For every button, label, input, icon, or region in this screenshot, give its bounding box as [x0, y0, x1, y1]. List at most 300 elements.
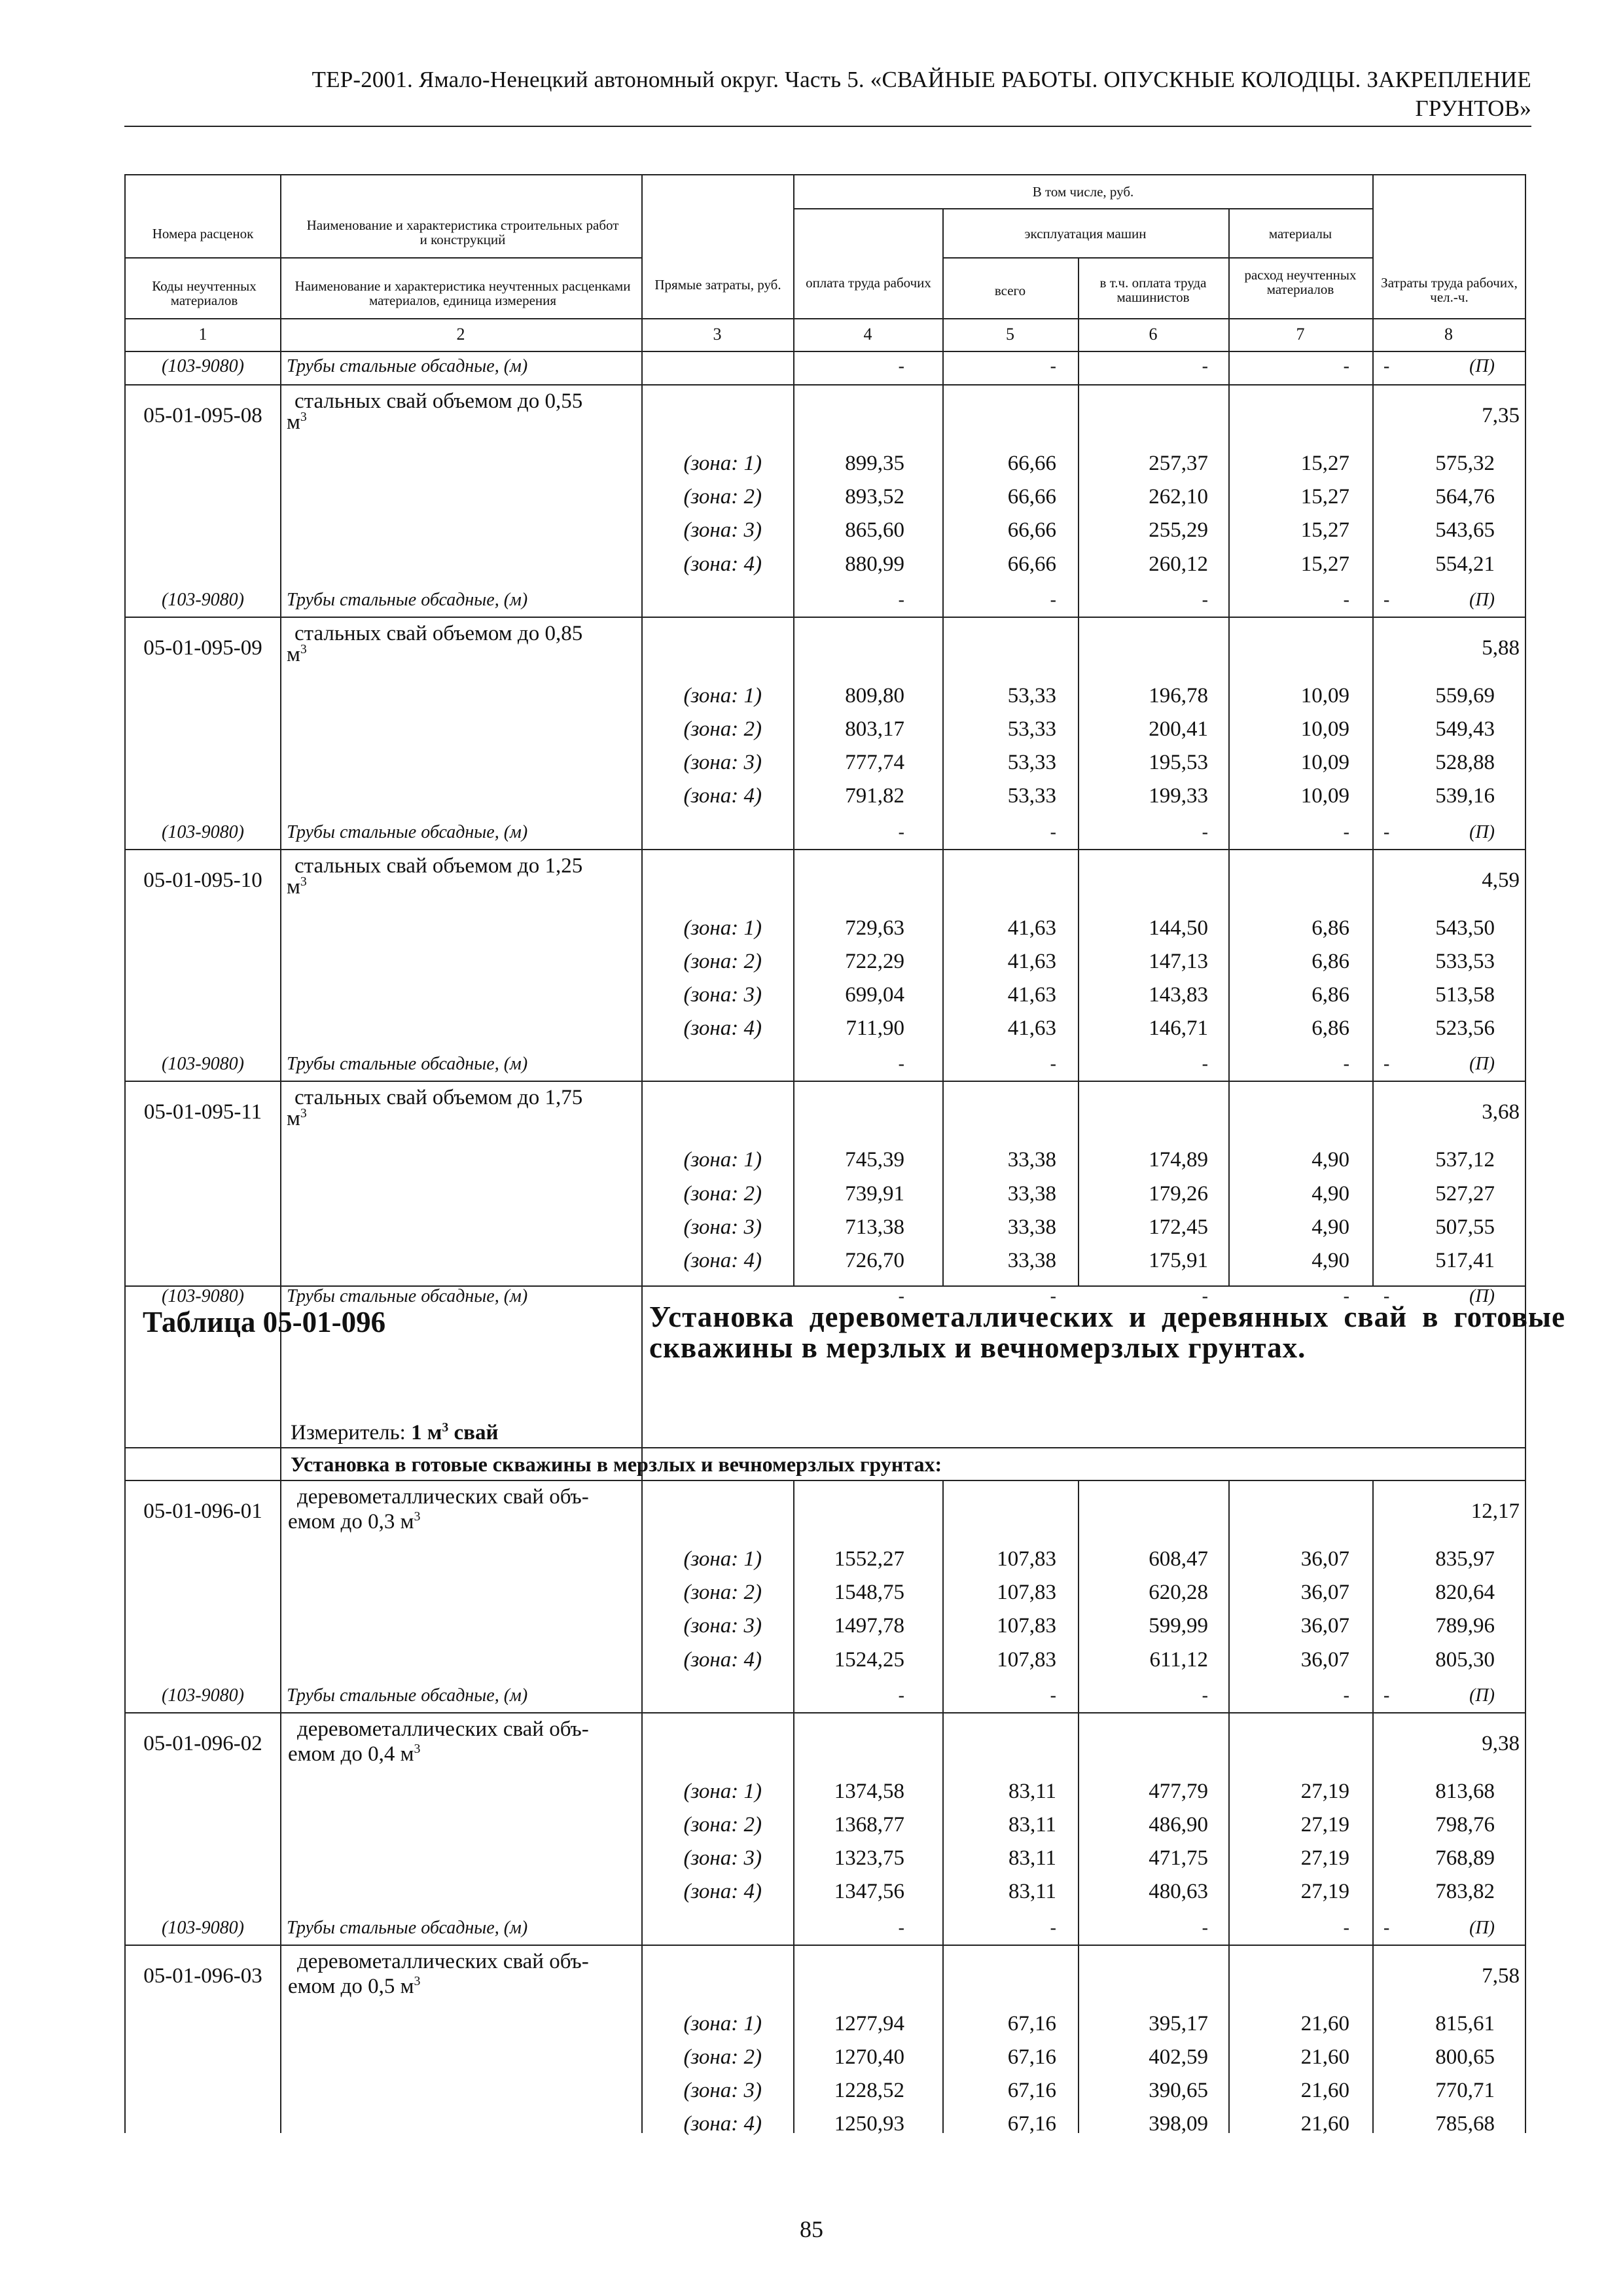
cost-value: 27,19 [1300, 1779, 1349, 1803]
cost-value: 770,71 [1435, 2079, 1495, 2102]
zone-row [126, 784, 1525, 817]
pipe-dash: - [1202, 1054, 1208, 1075]
cost-value: 699,04 [845, 983, 904, 1007]
cost-value: 83,11 [1008, 1880, 1056, 1904]
pipe-dash: - [898, 1685, 904, 1706]
running-header [124, 65, 1531, 123]
row-divider [126, 384, 1525, 386]
cost-value: 53,33 [1007, 784, 1056, 808]
zone-label: (зона: 3) [683, 2079, 762, 2102]
cost-value: 21,60 [1300, 2011, 1349, 2036]
cost-value: 174,89 [1149, 1148, 1208, 1172]
labor-cost: 9,38 [1482, 1731, 1520, 1755]
cost-value: 196,78 [1149, 683, 1208, 708]
pipe-dash: - [1050, 589, 1056, 610]
zone-label: (зона: 4) [683, 784, 762, 808]
col-number-4: 4 [863, 325, 872, 344]
pipe-dash: - [898, 356, 904, 376]
zone-row [126, 916, 1525, 950]
rate-unit: $м^3$ [287, 641, 307, 666]
cost-value: 83,11 [1008, 1846, 1056, 1871]
block-header [126, 1485, 1525, 1547]
row-divider [126, 1712, 1525, 1713]
pipe-labor-dash: - [1383, 1685, 1390, 1706]
zone-row [126, 1016, 1525, 1050]
rate-title-line1: деревометаллических свай объ- [297, 1717, 589, 1741]
rate-title-line2: емом до 0,5 $м^3$ [288, 1973, 421, 1998]
cost-value: 66,66 [1007, 452, 1056, 475]
pipe-dash: - [1050, 1054, 1056, 1075]
pipe-row [126, 355, 1525, 388]
block-header [126, 854, 1525, 916]
zone-label: (зона: 1) [683, 916, 762, 940]
cost-value: 27,19 [1300, 1846, 1349, 1871]
zone-label: (зона: 2) [683, 1181, 762, 1206]
cost-value: 147,13 [1149, 949, 1208, 973]
pipe-dash: - [898, 821, 904, 842]
column-line [1372, 1480, 1374, 2133]
page-number: 85 [800, 2216, 823, 2242]
cost-value: 713,38 [845, 1215, 904, 1239]
rate-code: 05-01-095-09 [143, 636, 262, 660]
pipe-dash: - [1202, 589, 1208, 610]
pipe-code: (103-9080) [162, 821, 244, 842]
cost-value: 10,09 [1300, 717, 1349, 741]
pipe-dash: - [1343, 1286, 1349, 1307]
cost-value: 820,64 [1435, 1581, 1495, 1605]
cost-value: 1548,75 [834, 1581, 904, 1605]
zone-row [126, 2112, 1525, 2145]
pipe-unit-mark: (П) [1469, 589, 1495, 610]
pipe-dash: - [898, 1286, 904, 1307]
zone-row [126, 1249, 1525, 1282]
cost-value: 722,29 [845, 949, 904, 973]
cost-value: 1524,25 [834, 1647, 904, 1672]
cost-value: 107,83 [997, 1614, 1056, 1638]
zone-label: (зона: 4) [683, 2112, 762, 2136]
cost-value: 543,65 [1435, 518, 1495, 543]
pipe-unit-mark: (П) [1469, 1054, 1495, 1075]
pipe-dash: - [1050, 356, 1056, 376]
pipe-name: Трубы стальные обсадные, (м) [287, 356, 528, 376]
col-number-3: 3 [713, 325, 722, 344]
zone-row [126, 518, 1525, 552]
zone-row [126, 2012, 1525, 2045]
cost-value: 608,47 [1149, 1547, 1208, 1571]
column-line [942, 1480, 944, 2133]
zone-label: (зона: 4) [683, 552, 762, 576]
pipe-code: (103-9080) [162, 589, 244, 610]
cost-value: 543,50 [1435, 916, 1495, 940]
zone-label: (зона: 4) [683, 1647, 762, 1672]
zone-row [126, 485, 1525, 518]
col-number-8: 8 [1444, 325, 1453, 344]
cost-value: 172,45 [1149, 1215, 1208, 1239]
zone-label: (зона: 1) [683, 1148, 762, 1172]
cost-value: 798,76 [1435, 1813, 1495, 1837]
cost-value: 41,63 [1007, 1016, 1056, 1041]
cost-value: 800,65 [1435, 2045, 1495, 2069]
cost-value: 517,41 [1435, 1249, 1495, 1272]
zone-row [126, 1614, 1525, 1647]
cost-value: 805,30 [1435, 1647, 1495, 1672]
col-number-2: 2 [456, 325, 465, 344]
cost-value: 53,33 [1007, 683, 1056, 708]
unit-label: Измеритель: [291, 1421, 406, 1444]
cost-value: 1552,27 [834, 1547, 904, 1571]
cost-value: 67,16 [1007, 2079, 1056, 2102]
cost-value: 257,37 [1149, 452, 1208, 475]
zone-label: (зона: 2) [683, 949, 762, 973]
cost-value: 107,83 [997, 1647, 1056, 1672]
pipe-dash: - [898, 1917, 904, 1938]
cost-value: 262,10 [1149, 485, 1208, 509]
cost-value: 745,39 [845, 1148, 904, 1172]
cost-value: 865,60 [845, 518, 904, 543]
zone-label: (зона: 3) [683, 983, 762, 1007]
zone-row [126, 751, 1525, 784]
materials-header: материалы [1268, 226, 1332, 242]
pipe-dash: - [1343, 356, 1349, 376]
cost-value: 783,82 [1435, 1880, 1495, 1904]
cost-value: 15,27 [1300, 552, 1349, 576]
zone-label: (зона: 1) [683, 2011, 762, 2036]
cost-value: 507,55 [1435, 1215, 1495, 1239]
cost-value: 143,83 [1149, 983, 1208, 1007]
pipe-dash: - [1202, 821, 1208, 842]
labor-cost: 7,35 [1482, 404, 1520, 427]
cost-value: 549,43 [1435, 717, 1495, 741]
cost-value: 1250,93 [834, 2112, 904, 2136]
col8-header: Затраты труда рабочих, чел.-ч. [1381, 275, 1518, 305]
cost-value: 893,52 [845, 485, 904, 509]
cost-value: 10,09 [1300, 784, 1349, 808]
cost-value: 36,07 [1300, 1581, 1349, 1605]
pipe-dash: - [1050, 1685, 1056, 1706]
zone-label: (зона: 2) [683, 2045, 762, 2069]
header-rule [124, 126, 1531, 127]
cost-value: 33,38 [1007, 1181, 1056, 1206]
pipe-unit-mark: (П) [1469, 1685, 1495, 1706]
cost-value: 41,63 [1007, 949, 1056, 973]
cost-value: 789,96 [1435, 1614, 1495, 1638]
cost-value: 36,07 [1300, 1547, 1349, 1571]
rate-title-line2: емом до 0,4 $м^3$ [288, 1741, 421, 1766]
rate-title: стальных свай объемом до 0,85 [294, 621, 583, 645]
cost-value: 36,07 [1300, 1647, 1349, 1672]
pipe-labor-dash: - [1383, 1286, 1390, 1307]
cost-value: 179,26 [1149, 1181, 1208, 1206]
zone-row [126, 1813, 1525, 1846]
col2-header-a: Наименование и характеристика строительных работ и конструкций [306, 217, 619, 247]
cost-value: 533,53 [1435, 949, 1495, 973]
cost-value: 21,60 [1300, 2045, 1349, 2069]
zone-row [126, 950, 1525, 983]
rate-title-line1: деревометаллических свай объ- [297, 1485, 589, 1509]
rate-code: 05-01-095-10 [143, 868, 262, 892]
zone-row [126, 1547, 1525, 1581]
col3-header: Прямые затраты, руб. [654, 277, 781, 293]
pipe-dash: - [1050, 1286, 1056, 1307]
zone-label: (зона: 3) [683, 751, 762, 775]
cost-value: 1497,78 [834, 1614, 904, 1638]
cost-value: 6,86 [1311, 983, 1349, 1007]
row-divider [126, 617, 1525, 618]
col4-header: оплата труда рабочих [806, 275, 931, 291]
cost-value: 729,63 [845, 916, 904, 940]
cost-value: 809,80 [845, 683, 904, 708]
pipe-row [126, 1285, 1525, 1318]
pipe-dash: - [1202, 1685, 1208, 1706]
cost-value: 21,60 [1300, 2079, 1349, 2102]
cost-value: 513,58 [1435, 983, 1495, 1007]
labor-cost: 5,88 [1482, 636, 1520, 660]
pipe-name: Трубы стальные обсадные, (м) [287, 1286, 528, 1307]
zone-row [126, 552, 1525, 586]
cost-value: 815,61 [1435, 2011, 1495, 2036]
table-label: Таблица 05-01-096 [143, 1306, 386, 1338]
cost-value: 899,35 [845, 452, 904, 475]
pipe-dash: - [1343, 1685, 1349, 1706]
cost-value: 36,07 [1300, 1614, 1349, 1638]
cost-value: 255,29 [1149, 518, 1208, 543]
section-heading: Установка в готовые скважины в мерзлых и вечномерзлых грунтах: [291, 1452, 942, 1476]
cost-value: 564,76 [1435, 485, 1495, 509]
pipe-code: (103-9080) [162, 1685, 244, 1706]
zone-row [126, 717, 1525, 751]
zone-label: (зона: 3) [683, 518, 762, 543]
cost-value: 620,28 [1149, 1581, 1208, 1605]
pipe-unit-mark: (П) [1469, 356, 1495, 376]
zone-row [126, 1648, 1525, 1681]
zone-row [126, 1182, 1525, 1215]
cost-value: 27,19 [1300, 1813, 1349, 1837]
col5-header: всего [994, 283, 1026, 298]
pipe-dash: - [1343, 589, 1349, 610]
zone-label: (зона: 3) [683, 1215, 762, 1239]
table-title: Установка деревометаллических и деревянных свай в готовые скважины в мерзлых и вечномерзлых грунтах. [649, 1300, 1565, 1364]
zone-row [126, 1780, 1525, 1813]
cost-value: 390,65 [1149, 2079, 1208, 2102]
cost-value: 471,75 [1149, 1846, 1208, 1871]
zone-label: (зона: 1) [683, 1547, 762, 1571]
cost-value: 785,68 [1435, 2112, 1495, 2136]
cost-value: 66,66 [1007, 518, 1056, 543]
cost-value: 199,33 [1149, 784, 1208, 808]
cost-value: 83,11 [1008, 1779, 1056, 1803]
cost-value: 200,41 [1149, 717, 1208, 741]
cost-value: 33,38 [1007, 1215, 1056, 1239]
row-divider [126, 1945, 1525, 1946]
rate-title: стальных свай объемом до 1,75 [294, 1086, 583, 1110]
pipe-name: Трубы стальные обсадные, (м) [287, 589, 528, 610]
pipe-name: Трубы стальные обсадные, (м) [287, 1917, 528, 1938]
cost-value: 27,19 [1300, 1880, 1349, 1904]
zone-label: (зона: 2) [683, 1581, 762, 1605]
cost-value: 6,86 [1311, 916, 1349, 940]
col-number-7: 7 [1296, 325, 1305, 344]
group-header: В том числе, руб. [1032, 184, 1134, 200]
cost-value: 537,12 [1435, 1148, 1495, 1172]
pipe-labor-dash: - [1383, 821, 1390, 842]
running-header-line2: ГРУНТОВ» [1415, 96, 1531, 121]
cost-value: 835,97 [1435, 1547, 1495, 1571]
cost-value: 599,99 [1149, 1614, 1208, 1638]
cost-value: 1277,94 [834, 2011, 904, 2036]
labor-cost: 12,17 [1471, 1499, 1520, 1523]
cost-value: 480,63 [1149, 1880, 1208, 1904]
cost-value: 67,16 [1007, 2112, 1056, 2136]
pipe-code: (103-9080) [162, 1917, 244, 1938]
price-table [124, 174, 1565, 2136]
rate-unit: $м^3$ [287, 410, 307, 434]
cost-value: 33,38 [1007, 1148, 1056, 1172]
pipe-name: Трубы стальные обсадные, (м) [287, 1685, 528, 1706]
zone-label: (зона: 4) [683, 1880, 762, 1904]
zone-row [126, 983, 1525, 1016]
labor-cost: 7,58 [1482, 1964, 1520, 1988]
col6-header: в т.ч. оплата труда машинистов [1099, 275, 1207, 305]
rate-code: 05-01-096-01 [143, 1499, 262, 1523]
zone-row [126, 2079, 1525, 2112]
rate-title: стальных свай объемом до 1,25 [294, 853, 583, 878]
cost-value: 67,16 [1007, 2045, 1056, 2069]
zone-label: (зона: 1) [683, 1779, 762, 1803]
zone-row [126, 452, 1525, 485]
block-header [126, 622, 1525, 684]
cost-value: 1228,52 [834, 2079, 904, 2102]
block-header [126, 1950, 1525, 2012]
cost-value: 83,11 [1008, 1813, 1056, 1837]
col-number-1: 1 [198, 325, 207, 344]
zone-label: (зона: 3) [683, 1614, 762, 1638]
cost-value: 486,90 [1149, 1813, 1208, 1837]
rate-unit: $м^3$ [287, 1106, 307, 1131]
cost-value: 527,27 [1435, 1181, 1495, 1206]
pipe-dash: - [898, 589, 904, 610]
zone-row [126, 1846, 1525, 1880]
cost-value: 144,50 [1149, 916, 1208, 940]
cost-value: 4,90 [1311, 1181, 1349, 1206]
cost-value: 4,90 [1311, 1215, 1349, 1239]
zone-row [126, 1581, 1525, 1614]
rate-unit: $м^3$ [287, 874, 307, 899]
cost-value: 66,66 [1007, 485, 1056, 509]
cost-value: 726,70 [845, 1249, 904, 1272]
cost-value: 21,60 [1300, 2112, 1349, 2136]
zone-label: (зона: 2) [683, 485, 762, 509]
cost-value: 611,12 [1149, 1647, 1208, 1672]
pipe-labor-dash: - [1383, 356, 1390, 376]
col1-header-b: Коды неучтенных материалов [152, 278, 257, 308]
cost-value: 1270,40 [834, 2045, 904, 2069]
cost-value: 739,91 [845, 1181, 904, 1206]
pipe-name: Трубы стальные обсадные, (м) [287, 821, 528, 842]
cost-value: 107,83 [997, 1581, 1056, 1605]
pipe-dash: - [1202, 1286, 1208, 1307]
cost-value: 4,90 [1311, 1249, 1349, 1272]
cost-value: 15,27 [1300, 485, 1349, 509]
block-header [126, 1717, 1525, 1780]
cost-value: 107,83 [997, 1547, 1056, 1571]
pipe-name: Трубы стальные обсадные, (м) [287, 1054, 528, 1075]
column-line [793, 1480, 794, 2133]
cost-value: 477,79 [1149, 1779, 1208, 1803]
cost-value: 6,86 [1311, 1016, 1349, 1041]
rate-code: 05-01-096-03 [143, 1964, 262, 1988]
cost-value: 6,86 [1311, 949, 1349, 973]
zone-label: (зона: 2) [683, 1813, 762, 1837]
zone-label: (зона: 4) [683, 1249, 762, 1272]
pipe-code: (103-9080) [162, 356, 244, 376]
zone-label: (зона: 1) [683, 452, 762, 475]
block-header [126, 389, 1525, 452]
pipe-dash: - [1343, 1054, 1349, 1075]
row-divider [126, 849, 1525, 850]
zone-label: (зона: 3) [683, 1846, 762, 1871]
machines-header: эксплуатация машин [1024, 226, 1147, 242]
cost-value: 53,33 [1007, 751, 1056, 775]
column-line [1228, 1480, 1230, 2133]
cost-value: 402,59 [1149, 2045, 1208, 2069]
pipe-dash: - [1050, 821, 1056, 842]
cost-value: 53,33 [1007, 717, 1056, 741]
cost-value: 880,99 [845, 552, 904, 576]
cost-value: 175,91 [1149, 1249, 1208, 1272]
col-number-6: 6 [1149, 325, 1158, 344]
cost-value: 41,63 [1007, 983, 1056, 1007]
cost-value: 575,32 [1435, 452, 1495, 475]
zone-label: (зона: 4) [683, 1016, 762, 1041]
pipe-labor-dash: - [1383, 589, 1390, 610]
cost-value: 260,12 [1149, 552, 1208, 576]
rate-code: 05-01-096-02 [143, 1731, 262, 1755]
pipe-dash: - [1343, 1917, 1349, 1938]
labor-cost: 4,59 [1482, 868, 1520, 892]
cost-value: 15,27 [1300, 452, 1349, 475]
cost-value: 398,09 [1149, 2112, 1208, 2136]
cost-value: 1347,56 [834, 1880, 904, 1904]
zone-label: (зона: 1) [683, 683, 762, 708]
zone-label: (зона: 2) [683, 717, 762, 741]
pipe-labor-dash: - [1383, 1917, 1390, 1938]
unit-value: 1 м [411, 1421, 442, 1444]
col7-header: расход неучтенных материалов [1244, 267, 1357, 297]
pipe-code: (103-9080) [162, 1054, 244, 1075]
cost-value: 395,17 [1149, 2011, 1208, 2036]
cost-value: 768,89 [1435, 1846, 1495, 1871]
cost-value: 711,90 [846, 1016, 904, 1041]
cost-value: 777,74 [845, 751, 904, 775]
cost-value: 528,88 [1435, 751, 1495, 775]
cost-value: 4,90 [1311, 1148, 1349, 1172]
pipe-labor-dash: - [1383, 1054, 1390, 1075]
col1-header-a: Номера расценок [152, 226, 254, 242]
pipe-unit-mark: (П) [1469, 1286, 1495, 1307]
pipe-dash: - [1343, 821, 1349, 842]
running-header-line1: ТЕР-2001. Ямало-Ненецкий автономный округ. Часть 5. «СВАЙНЫЕ РАБОТЫ. ОПУСКНЫЕ КОЛОДЦЫ. ЗАКРЕПЛЕНИЕ [312, 67, 1531, 92]
rate-code: 05-01-095-11 [143, 1100, 262, 1124]
pipe-unit-mark: (П) [1469, 821, 1495, 842]
pipe-dash: - [898, 1054, 904, 1075]
cost-value: 1374,58 [834, 1779, 904, 1803]
row-divider [126, 1081, 1525, 1082]
rate-title-line2: емом до 0,3 $м^3$ [288, 1509, 421, 1534]
column-line [1078, 1480, 1079, 2133]
cost-value: 10,09 [1300, 683, 1349, 708]
rate-title-line1: деревометаллических свай объ- [297, 1949, 589, 1973]
cost-value: 791,82 [845, 784, 904, 808]
